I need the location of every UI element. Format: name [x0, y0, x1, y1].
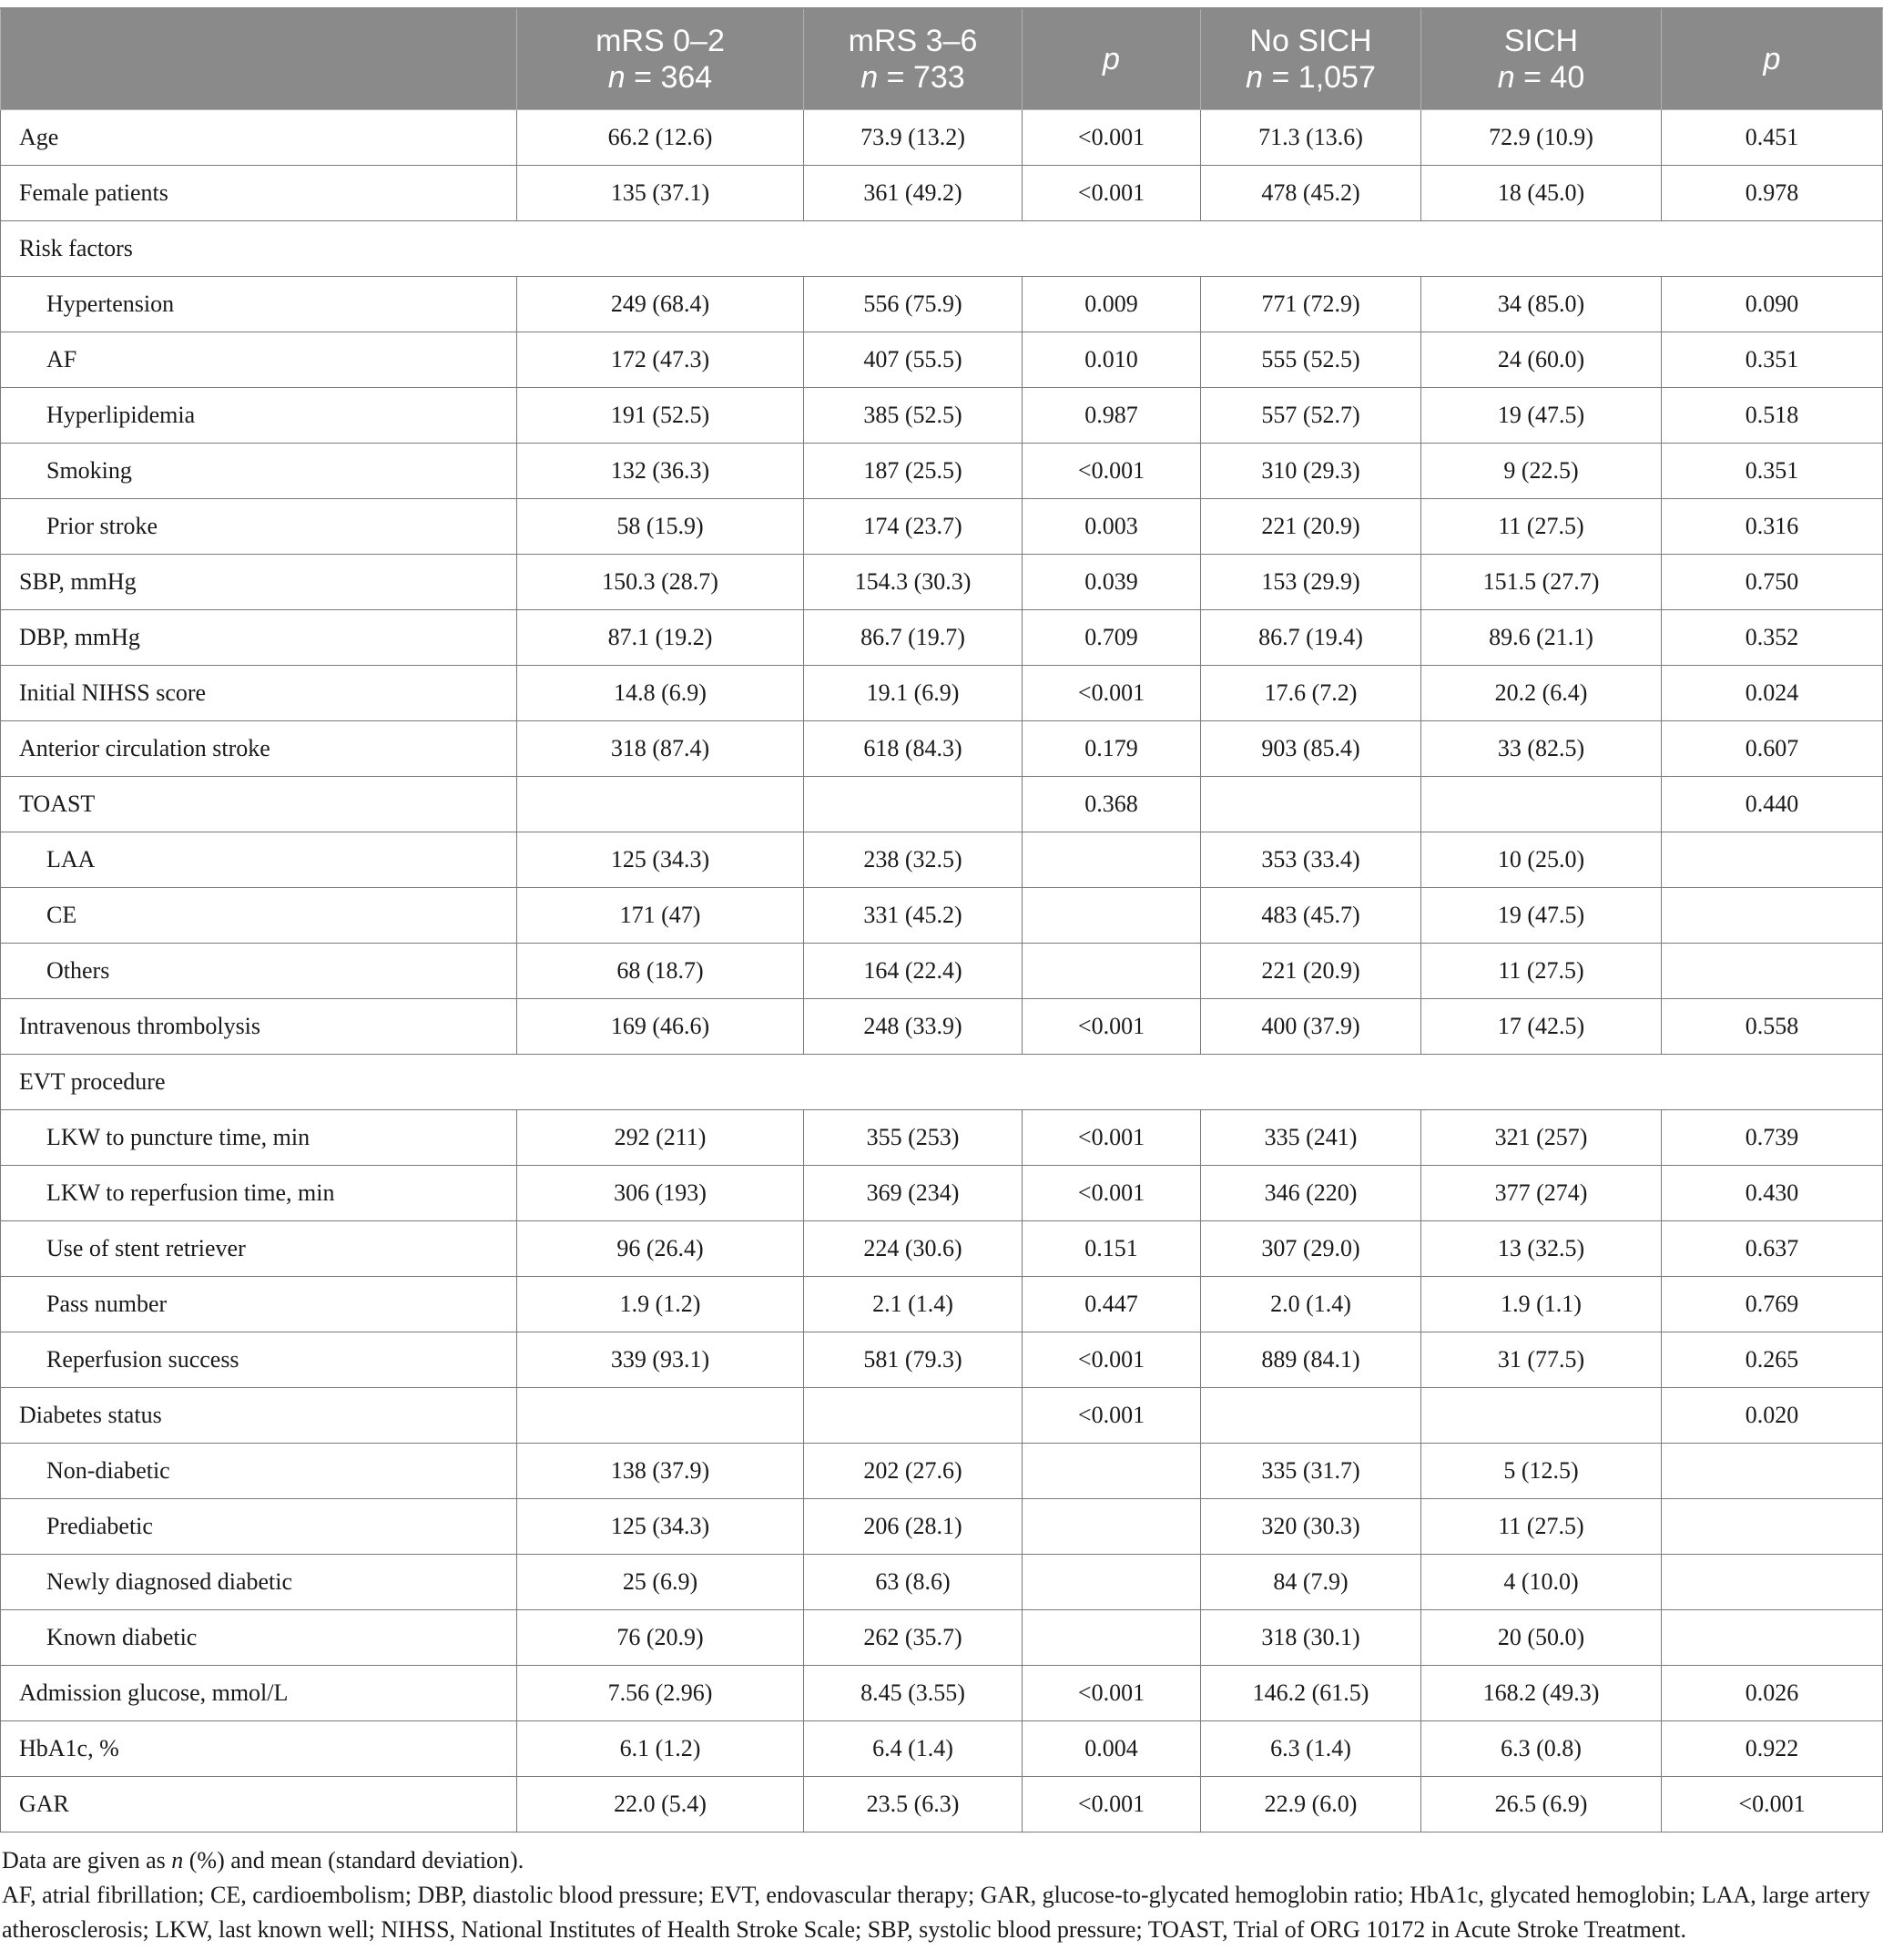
table-cell [1023, 1554, 1201, 1609]
table-cell: 407 (55.5) [804, 332, 1023, 387]
table-cell: <0.001 [1662, 1776, 1883, 1832]
table-cell: 2.0 (1.4) [1201, 1276, 1421, 1332]
column-header-title: mRS 0–2 [595, 23, 725, 58]
column-header-n-label: n [1497, 59, 1515, 95]
table-cell: 20.2 (6.4) [1421, 665, 1662, 720]
table-cell: 555 (52.5) [1201, 332, 1421, 387]
column-header-n-value: = 40 [1514, 59, 1585, 95]
table-cell: 135 (37.1) [517, 165, 804, 220]
table-cell: 33 (82.5) [1421, 720, 1662, 776]
table-row [1, 776, 1883, 832]
row-label: Reperfusion success [1, 1332, 517, 1387]
table-cell: 86.7 (19.7) [804, 609, 1023, 665]
table-cell: 0.003 [1023, 498, 1201, 554]
table-cell: 17.6 (7.2) [1201, 665, 1421, 720]
table-cell: 0.352 [1662, 609, 1883, 665]
table-cell [1421, 1387, 1662, 1443]
table-cell: 150.3 (28.7) [517, 554, 804, 609]
table-cell: 1.9 (1.1) [1421, 1276, 1662, 1332]
table-cell: 262 (35.7) [804, 1609, 1023, 1665]
row-label: SBP, mmHg [1, 554, 517, 609]
column-header-title: p [1763, 41, 1781, 77]
table-cell: 0.039 [1023, 554, 1201, 609]
row-label: Prediabetic [1, 1498, 517, 1554]
table-cell: 0.009 [1023, 276, 1201, 332]
table-cell: 0.024 [1662, 665, 1883, 720]
table-cell: <0.001 [1023, 1665, 1201, 1720]
table-cell: 96 (26.4) [517, 1220, 804, 1276]
table-cell: 6.3 (1.4) [1201, 1720, 1421, 1776]
table-cell: 0.978 [1662, 165, 1883, 220]
table-cell: <0.001 [1023, 998, 1201, 1054]
column-header [1023, 8, 1201, 109]
table-cell: 0.020 [1662, 1387, 1883, 1443]
row-label: Risk factors [1, 220, 517, 276]
table-cell: 4 (10.0) [1421, 1554, 1662, 1609]
table-cell: 0.637 [1662, 1220, 1883, 1276]
table-cell: 321 (257) [1421, 1109, 1662, 1165]
table-row [1, 1665, 1883, 1720]
table-row [1, 443, 1883, 498]
table-cell [1023, 1498, 1201, 1554]
column-header [1662, 8, 1883, 109]
row-label: Prior stroke [1, 498, 517, 554]
table-cell: 0.922 [1662, 1720, 1883, 1776]
table-cell: 483 (45.7) [1201, 887, 1421, 943]
row-label: Initial NIHSS score [1, 665, 517, 720]
table-cell: 168.2 (49.3) [1421, 1665, 1662, 1720]
table-cell [1662, 1498, 1883, 1554]
row-label: EVT procedure [1, 1054, 517, 1109]
table-cell: 0.090 [1662, 276, 1883, 332]
footnote-abbreviations: AF, atrial fibrillation; CE, cardioembolism; DBP, diastolic blood pressure; EVT, endovascular therapy; GAR, glucose-to-glycated hemoglobin ratio; HbA1c, glycated hemoglobin; LAA, large artery atherosclerosis; LKW, last known well; NIHSS, National Institutes of Health Stroke Scale; SBP, systolic blood pressure; TOAST, Trial of ORG 10172 in Acute Stroke Treatment. [2, 1881, 1870, 1943]
table-cell: 146.2 (61.5) [1201, 1665, 1421, 1720]
table-cell: 221 (20.9) [1201, 943, 1421, 998]
table-cell: 6.4 (1.4) [804, 1720, 1023, 1776]
table-row [1, 1165, 1883, 1220]
table-cell: 6.1 (1.2) [517, 1720, 804, 1776]
table-cell: <0.001 [1023, 1165, 1201, 1220]
column-header [1, 8, 517, 109]
table-cell: 331 (45.2) [804, 887, 1023, 943]
table-cell: 22.9 (6.0) [1201, 1776, 1421, 1832]
table-cell: 191 (52.5) [517, 387, 804, 443]
table-cell: 24 (60.0) [1421, 332, 1662, 387]
table-cell: 34 (85.0) [1421, 276, 1662, 332]
row-label: LKW to puncture time, min [1, 1109, 517, 1165]
table-cell: 11 (27.5) [1421, 943, 1662, 998]
table-cell: 557 (52.7) [1201, 387, 1421, 443]
table-cell: 0.769 [1662, 1276, 1883, 1332]
table-cell: <0.001 [1023, 1332, 1201, 1387]
table-cell: 320 (30.3) [1201, 1498, 1421, 1554]
table-cell [804, 776, 1023, 832]
table-cell [517, 776, 804, 832]
table-cell: 154.3 (30.3) [804, 554, 1023, 609]
column-header-title: SICH [1503, 23, 1579, 58]
table-cell: 22.0 (5.4) [517, 1776, 804, 1832]
table-row [1, 1109, 1883, 1165]
table-cell: <0.001 [1023, 1776, 1201, 1832]
table-cell: 11 (27.5) [1421, 1498, 1662, 1554]
table-cell: 221 (20.9) [1201, 498, 1421, 554]
table-cell: <0.001 [1023, 165, 1201, 220]
table-row [1, 720, 1883, 776]
table-cell: 66.2 (12.6) [517, 109, 804, 165]
table-row [1, 1054, 1883, 1109]
table-row [1, 998, 1883, 1054]
table-cell: 771 (72.9) [1201, 276, 1421, 332]
table-cell: 292 (211) [517, 1109, 804, 1165]
table-cell [804, 1387, 1023, 1443]
table-cell [1662, 1609, 1883, 1665]
table-cell: 0.151 [1023, 1220, 1201, 1276]
table-cell: 306 (193) [517, 1165, 804, 1220]
table-cell: 335 (241) [1201, 1109, 1421, 1165]
row-label: Anterior circulation stroke [1, 720, 517, 776]
column-header-n-value: = 733 [878, 59, 965, 95]
table-row [1, 165, 1883, 220]
table-cell: 138 (37.9) [517, 1443, 804, 1498]
table-row [1, 1720, 1883, 1776]
table-cell: 0.351 [1662, 443, 1883, 498]
table-row [1, 1554, 1883, 1609]
table-cell: 385 (52.5) [804, 387, 1023, 443]
table-cell [1662, 1443, 1883, 1498]
table-cell: 7.56 (2.96) [517, 1665, 804, 1720]
table-cell: 18 (45.0) [1421, 165, 1662, 220]
row-label: Smoking [1, 443, 517, 498]
table-cell: 206 (28.1) [804, 1498, 1023, 1554]
table-cell [1023, 832, 1201, 887]
table-cell: 132 (36.3) [517, 443, 804, 498]
column-header-n-value: = 1,057 [1263, 59, 1376, 95]
footnote-text: (%) and mean (standard deviation). [183, 1846, 524, 1873]
column-header [1421, 8, 1662, 109]
table-container [0, 7, 1883, 1947]
table-cell: 377 (274) [1421, 1165, 1662, 1220]
footnote-data-format [2, 1843, 1881, 1878]
row-label: Others [1, 943, 517, 998]
table-cell: <0.001 [1023, 665, 1201, 720]
table-cell: <0.001 [1023, 109, 1201, 165]
table-cell: 71.3 (13.6) [1201, 109, 1421, 165]
table-row [1, 276, 1883, 332]
column-header-title: mRS 3–6 [848, 23, 978, 58]
table-cell: 0.316 [1662, 498, 1883, 554]
row-label: Pass number [1, 1276, 517, 1332]
row-label: HbA1c, % [1, 1720, 517, 1776]
table-cell: 0.430 [1662, 1165, 1883, 1220]
table-row [1, 1498, 1883, 1554]
table-row [1, 1332, 1883, 1387]
row-label: Known diabetic [1, 1609, 517, 1665]
table-cell: 903 (85.4) [1201, 720, 1421, 776]
table-row [1, 832, 1883, 887]
table-cell: 5 (12.5) [1421, 1443, 1662, 1498]
table-cell: 0.558 [1662, 998, 1883, 1054]
table-cell: 72.9 (10.9) [1421, 109, 1662, 165]
table-cell: 19.1 (6.9) [804, 665, 1023, 720]
row-label: GAR [1, 1776, 517, 1832]
table-cell: 125 (34.3) [517, 832, 804, 887]
table-cell: 0.987 [1023, 387, 1201, 443]
table-cell [1662, 943, 1883, 998]
table-cell: 13 (32.5) [1421, 1220, 1662, 1276]
table-cell [1662, 832, 1883, 887]
table-cell: 400 (37.9) [1201, 998, 1421, 1054]
table-cell: 151.5 (27.7) [1421, 554, 1662, 609]
table-cell: 0.351 [1662, 332, 1883, 387]
table-cell: 0.265 [1662, 1332, 1883, 1387]
table-cell: 10 (25.0) [1421, 832, 1662, 887]
table-cell: 76 (20.9) [517, 1609, 804, 1665]
table-row [1, 220, 1883, 276]
table-cell [1662, 1554, 1883, 1609]
row-label: LAA [1, 832, 517, 887]
table-row [1, 1220, 1883, 1276]
table-row [1, 1776, 1883, 1832]
table-cell: 87.1 (19.2) [517, 609, 804, 665]
footnote-text: Data are given as [2, 1846, 172, 1873]
table-cell: 84 (7.9) [1201, 1554, 1421, 1609]
table-cell: 169 (46.6) [517, 998, 804, 1054]
table-cell: 0.010 [1023, 332, 1201, 387]
table-cell: 6.3 (0.8) [1421, 1720, 1662, 1776]
table-cell: 2.1 (1.4) [804, 1276, 1023, 1332]
table-cell: 310 (29.3) [1201, 443, 1421, 498]
table-cell: 361 (49.2) [804, 165, 1023, 220]
table-cell: 224 (30.6) [804, 1220, 1023, 1276]
table-cell: 19 (47.5) [1421, 887, 1662, 943]
table-cell: 125 (34.3) [517, 1498, 804, 1554]
table-cell: 1.9 (1.2) [517, 1276, 804, 1332]
table-footnotes [0, 1832, 1883, 1947]
table-cell: 63 (8.6) [804, 1554, 1023, 1609]
table-cell: 73.9 (13.2) [804, 109, 1023, 165]
row-label: Intravenous thrombolysis [1, 998, 517, 1054]
table-cell: <0.001 [1023, 1387, 1201, 1443]
row-label: Age [1, 109, 517, 165]
table-cell: 20 (50.0) [1421, 1609, 1662, 1665]
table-cell: 187 (25.5) [804, 443, 1023, 498]
table-row [1, 1276, 1883, 1332]
table-cell: 171 (47) [517, 887, 804, 943]
table-cell: 25 (6.9) [517, 1554, 804, 1609]
table-row [1, 387, 1883, 443]
row-label: Newly diagnosed diabetic [1, 1554, 517, 1609]
column-header [517, 8, 804, 109]
row-label: CE [1, 887, 517, 943]
column-header-n-label: n [1246, 59, 1264, 95]
table-cell: 248 (33.9) [804, 998, 1023, 1054]
table-cell: 478 (45.2) [1201, 165, 1421, 220]
table-cell: 355 (253) [804, 1109, 1023, 1165]
row-label: DBP, mmHg [1, 609, 517, 665]
table-cell: 58 (15.9) [517, 498, 804, 554]
table-cell: 618 (84.3) [804, 720, 1023, 776]
table-cell: 8.45 (3.55) [804, 1665, 1023, 1720]
table-cell: 353 (33.4) [1201, 832, 1421, 887]
table-cell: 172 (47.3) [517, 332, 804, 387]
row-label: AF [1, 332, 517, 387]
table-cell: 335 (31.7) [1201, 1443, 1421, 1498]
table-cell [1023, 943, 1201, 998]
table-row [1, 1387, 1883, 1443]
column-header-n-label: n [860, 59, 879, 95]
table-cell: 0.368 [1023, 776, 1201, 832]
column-header-title: No SICH [1249, 23, 1372, 58]
table-cell: 153 (29.9) [1201, 554, 1421, 609]
table-cell: 68 (18.7) [517, 943, 804, 998]
table-cell: 0.026 [1662, 1665, 1883, 1720]
table-cell: 339 (93.1) [517, 1332, 804, 1387]
table-cell: 19 (47.5) [1421, 387, 1662, 443]
table-cell [1662, 887, 1883, 943]
table-cell: 318 (30.1) [1201, 1609, 1421, 1665]
table-body [1, 109, 1883, 1832]
column-header-n-value: = 364 [625, 59, 713, 95]
table-cell: 889 (84.1) [1201, 1332, 1421, 1387]
table-cell [1023, 1609, 1201, 1665]
row-label: Use of stent retriever [1, 1220, 517, 1276]
table-row [1, 887, 1883, 943]
table-cell: <0.001 [1023, 1109, 1201, 1165]
table-cell: 14.8 (6.9) [517, 665, 804, 720]
table-cell: 0.518 [1662, 387, 1883, 443]
table-row [1, 498, 1883, 554]
table-row [1, 1443, 1883, 1498]
table-cell: 31 (77.5) [1421, 1332, 1662, 1387]
table-cell: 9 (22.5) [1421, 443, 1662, 498]
row-label: Non-diabetic [1, 1443, 517, 1498]
table-cell: 346 (220) [1201, 1165, 1421, 1220]
table-cell: 581 (79.3) [804, 1332, 1023, 1387]
table-cell: 0.739 [1662, 1109, 1883, 1165]
table-row [1, 109, 1883, 165]
table-cell: 26.5 (6.9) [1421, 1776, 1662, 1832]
column-header-title: p [1103, 41, 1120, 77]
table-cell: 307 (29.0) [1201, 1220, 1421, 1276]
row-label: TOAST [1, 776, 517, 832]
table-cell: 0.709 [1023, 609, 1201, 665]
table-cell: 0.607 [1662, 720, 1883, 776]
table-cell [1201, 776, 1421, 832]
table-cell: 11 (27.5) [1421, 498, 1662, 554]
table-row [1, 1609, 1883, 1665]
table-header-row [1, 8, 1883, 109]
table-cell: 89.6 (21.1) [1421, 609, 1662, 665]
table-row [1, 665, 1883, 720]
table-cell: 23.5 (6.3) [804, 1776, 1023, 1832]
table-cell [1023, 887, 1201, 943]
table-cell: 0.440 [1662, 776, 1883, 832]
group-spacer [517, 1054, 1883, 1109]
table-cell: 86.7 (19.4) [1201, 609, 1421, 665]
table-cell: 318 (87.4) [517, 720, 804, 776]
table-cell: 369 (234) [804, 1165, 1023, 1220]
group-spacer [517, 220, 1883, 276]
table-cell: <0.001 [1023, 443, 1201, 498]
table-cell: 0.451 [1662, 109, 1883, 165]
column-header [804, 8, 1023, 109]
table-row [1, 554, 1883, 609]
column-header [1201, 8, 1421, 109]
table-cell: 0.750 [1662, 554, 1883, 609]
footnote-italic-n: n [171, 1846, 184, 1873]
table-cell: 164 (22.4) [804, 943, 1023, 998]
table-cell: 174 (23.7) [804, 498, 1023, 554]
table-cell [1421, 776, 1662, 832]
row-label: Hyperlipidemia [1, 387, 517, 443]
row-label: Diabetes status [1, 1387, 517, 1443]
table-cell: 556 (75.9) [804, 276, 1023, 332]
table-cell [1201, 1387, 1421, 1443]
row-label: Hypertension [1, 276, 517, 332]
column-header-n-label: n [607, 59, 626, 95]
table-cell [517, 1387, 804, 1443]
table-row [1, 943, 1883, 998]
row-label: Female patients [1, 165, 517, 220]
table-cell: 0.447 [1023, 1276, 1201, 1332]
table-cell: 0.004 [1023, 1720, 1201, 1776]
row-label: LKW to reperfusion time, min [1, 1165, 517, 1220]
table-row [1, 609, 1883, 665]
table-cell: 17 (42.5) [1421, 998, 1662, 1054]
results-table [0, 7, 1883, 1832]
table-cell [1023, 1443, 1201, 1498]
table-row [1, 332, 1883, 387]
row-label: Admission glucose, mmol/L [1, 1665, 517, 1720]
table-cell: 0.179 [1023, 720, 1201, 776]
table-cell: 238 (32.5) [804, 832, 1023, 887]
table-cell: 249 (68.4) [517, 276, 804, 332]
table-cell: 202 (27.6) [804, 1443, 1023, 1498]
